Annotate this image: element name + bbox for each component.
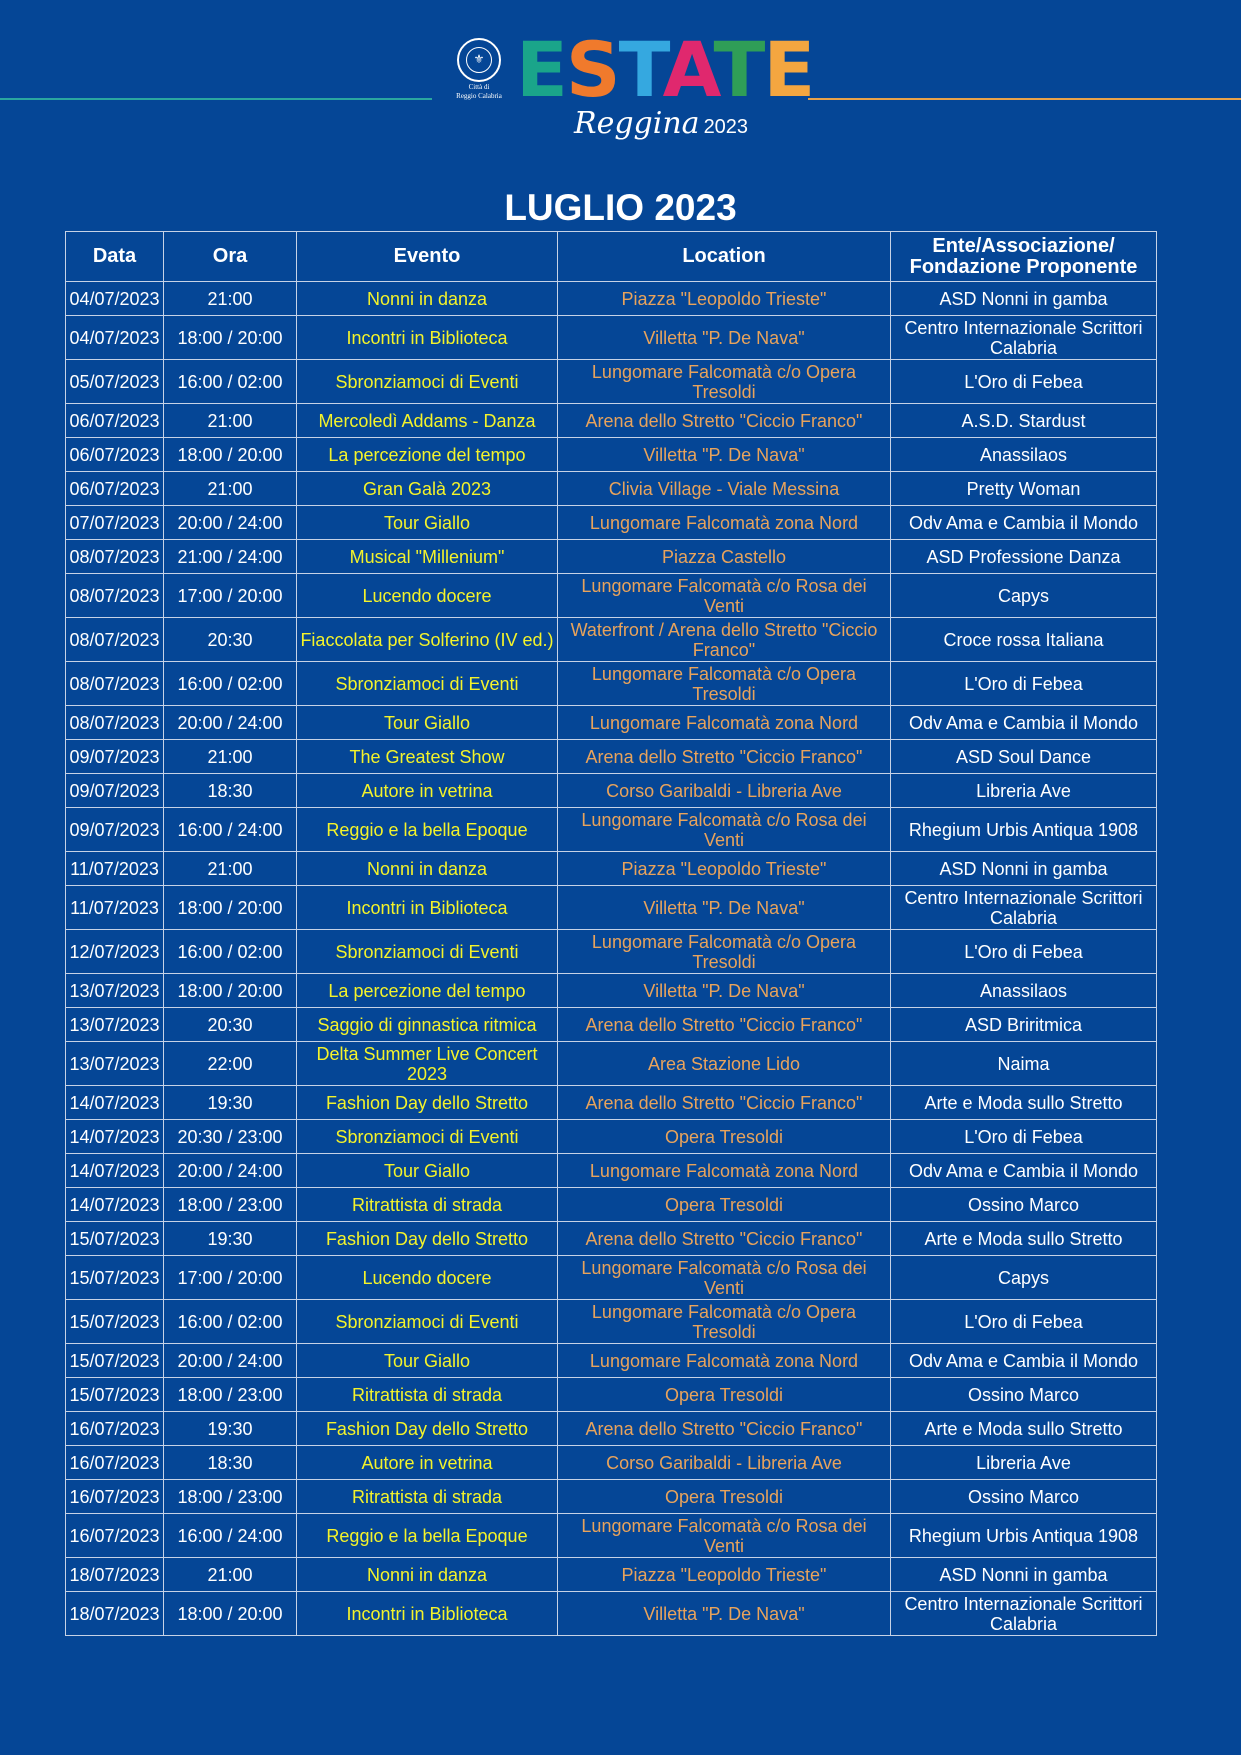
cell-location: Piazza "Leopoldo Trieste" (558, 282, 891, 316)
cell-organizer: Odv Ama e Cambia il Mondo (891, 506, 1157, 540)
table-row (66, 1446, 1157, 1480)
cell-location: Arena dello Stretto "Ciccio Franco" (558, 1086, 891, 1120)
cell-event: Tour Giallo (297, 1154, 558, 1188)
cell-organizer: Libreria Ave (891, 1446, 1157, 1480)
cell-location: Arena dello Stretto "Ciccio Franco" (558, 1412, 891, 1446)
cell-date: 05/07/2023 (66, 360, 164, 404)
cell-date: 06/07/2023 (66, 472, 164, 506)
table-row (66, 1042, 1157, 1086)
table-row (66, 1592, 1157, 1636)
table-row (66, 1120, 1157, 1154)
cell-location: Arena dello Stretto "Ciccio Franco" (558, 1008, 891, 1042)
cell-time: 16:00 / 02:00 (164, 360, 297, 404)
page-title: LUGLIO 2023 (504, 187, 737, 228)
cell-event: Autore in vetrina (297, 774, 558, 808)
cell-organizer: ASD Briritmica (891, 1008, 1157, 1042)
cell-event: Nonni in danza (297, 1558, 558, 1592)
cell-organizer: Capys (891, 574, 1157, 618)
cell-organizer: L'Oro di Febea (891, 360, 1157, 404)
table-row (66, 540, 1157, 574)
cell-date: 08/07/2023 (66, 706, 164, 740)
cell-event: La percezione del tempo (297, 438, 558, 472)
brand-letter: T (618, 25, 663, 114)
cell-date: 12/07/2023 (66, 930, 164, 974)
cell-time: 16:00 / 02:00 (164, 930, 297, 974)
cell-event: Incontri in Biblioteca (297, 886, 558, 930)
crest-icon: ⚜ (457, 38, 501, 82)
cell-time: 20:00 / 24:00 (164, 1154, 297, 1188)
cell-date: 14/07/2023 (66, 1188, 164, 1222)
cell-event: The Greatest Show (297, 740, 558, 774)
brand-letter: T (713, 25, 764, 114)
cell-date: 16/07/2023 (66, 1412, 164, 1446)
cell-organizer: A.S.D. Stardust (891, 404, 1157, 438)
cell-event: Lucendo docere (297, 1256, 558, 1300)
table-row (66, 1378, 1157, 1412)
brand-letter: A (662, 25, 714, 114)
table-row (66, 1412, 1157, 1446)
table-row (66, 1188, 1157, 1222)
cell-organizer: Arte e Moda sullo Stretto (891, 1412, 1157, 1446)
cell-date: 14/07/2023 (66, 1120, 164, 1154)
cell-date: 13/07/2023 (66, 1042, 164, 1086)
table-body (66, 282, 1157, 1636)
cell-time: 21:00 (164, 404, 297, 438)
cell-organizer: Odv Ama e Cambia il Mondo (891, 706, 1157, 740)
cell-date: 04/07/2023 (66, 282, 164, 316)
cell-date: 15/07/2023 (66, 1344, 164, 1378)
cell-date: 11/07/2023 (66, 886, 164, 930)
table-row (66, 574, 1157, 618)
table-row (66, 618, 1157, 662)
cell-date: 14/07/2023 (66, 1086, 164, 1120)
cell-location: Waterfront / Arena dello Stretto "Ciccio Franco" (558, 618, 891, 662)
header-location: Location (558, 232, 891, 282)
cell-date: 09/07/2023 (66, 740, 164, 774)
cell-event: Saggio di ginnastica ritmica (297, 1008, 558, 1042)
cell-time: 20:00 / 24:00 (164, 1344, 297, 1378)
subtitle-script: Reggina (574, 106, 700, 141)
cell-location: Piazza "Leopoldo Trieste" (558, 1558, 891, 1592)
cell-date: 08/07/2023 (66, 540, 164, 574)
cell-event: Ritrattista di strada (297, 1480, 558, 1514)
table-row (66, 282, 1157, 316)
cell-date: 08/07/2023 (66, 662, 164, 706)
cell-date: 18/07/2023 (66, 1558, 164, 1592)
table-row (66, 404, 1157, 438)
cell-organizer: Rhegium Urbis Antiqua 1908 (891, 808, 1157, 852)
cell-time: 21:00 (164, 740, 297, 774)
cell-time: 16:00 / 24:00 (164, 1514, 297, 1558)
cell-event: Delta Summer Live Concert 2023 (297, 1042, 558, 1086)
cell-date: 15/07/2023 (66, 1378, 164, 1412)
cell-event: Incontri in Biblioteca (297, 316, 558, 360)
cell-location: Lungomare Falcomatà c/o Rosa dei Venti (558, 574, 891, 618)
table-row (66, 886, 1157, 930)
cell-time: 21:00 (164, 852, 297, 886)
cell-time: 19:30 (164, 1086, 297, 1120)
cell-time: 21:00 / 24:00 (164, 540, 297, 574)
cell-time: 18:30 (164, 774, 297, 808)
header-organizer: Ente/Associazione/ Fondazione Proponente (891, 232, 1157, 282)
table-row (66, 506, 1157, 540)
cell-event: Mercoledì Addams - Danza (297, 404, 558, 438)
cell-location: Lungomare Falcomatà c/o Opera Tresoldi (558, 930, 891, 974)
cell-date: 18/07/2023 (66, 1592, 164, 1636)
cell-time: 19:30 (164, 1412, 297, 1446)
cell-time: 21:00 (164, 472, 297, 506)
cell-organizer: Arte e Moda sullo Stretto (891, 1086, 1157, 1120)
cell-organizer: Anassilaos (891, 974, 1157, 1008)
cell-organizer: Centro Internazionale Scrittori Calabria (891, 886, 1157, 930)
cell-location: Villetta "P. De Nava" (558, 974, 891, 1008)
cell-date: 08/07/2023 (66, 618, 164, 662)
cell-time: 17:00 / 20:00 (164, 1256, 297, 1300)
cell-time: 20:30 (164, 618, 297, 662)
cell-event: Sbronziamoci di Eventi (297, 662, 558, 706)
cell-location: Opera Tresoldi (558, 1378, 891, 1412)
cell-organizer: Rhegium Urbis Antiqua 1908 (891, 1514, 1157, 1558)
cell-event: Fashion Day dello Stretto (297, 1222, 558, 1256)
cell-date: 13/07/2023 (66, 1008, 164, 1042)
header-event: Evento (297, 232, 558, 282)
cell-location: Lungomare Falcomatà c/o Rosa dei Venti (558, 1256, 891, 1300)
cell-event: Gran Galà 2023 (297, 472, 558, 506)
cell-time: 21:00 (164, 282, 297, 316)
table-row (66, 438, 1157, 472)
cell-organizer: ASD Nonni in gamba (891, 1558, 1157, 1592)
cell-event: Fiaccolata per Solferino (IV ed.) (297, 618, 558, 662)
cell-date: 06/07/2023 (66, 438, 164, 472)
cell-time: 20:00 / 24:00 (164, 706, 297, 740)
brand-letter: S (565, 25, 619, 114)
cell-location: Lungomare Falcomatà zona Nord (558, 506, 891, 540)
cell-date: 04/07/2023 (66, 316, 164, 360)
table-row (66, 774, 1157, 808)
table-row (66, 930, 1157, 974)
header-time: Ora (164, 232, 297, 282)
brand-letter: E (763, 25, 814, 114)
cell-time: 16:00 / 24:00 (164, 808, 297, 852)
cell-event: Sbronziamoci di Eventi (297, 1120, 558, 1154)
cell-organizer: Ossino Marco (891, 1480, 1157, 1514)
cell-location: Opera Tresoldi (558, 1480, 891, 1514)
table-row (66, 808, 1157, 852)
cell-time: 16:00 / 02:00 (164, 1300, 297, 1344)
cell-organizer: ASD Soul Dance (891, 740, 1157, 774)
cell-event: Musical "Millenium" (297, 540, 558, 574)
cell-time: 16:00 / 02:00 (164, 662, 297, 706)
cell-time: 19:30 (164, 1222, 297, 1256)
cell-location: Lungomare Falcomatà zona Nord (558, 706, 891, 740)
cell-organizer: Naima (891, 1042, 1157, 1086)
table-row (66, 1154, 1157, 1188)
seal-line-2: Reggio Calabria (456, 92, 502, 100)
cell-time: 21:00 (164, 1558, 297, 1592)
cell-organizer: Arte e Moda sullo Stretto (891, 1222, 1157, 1256)
cell-organizer: Centro Internazionale Scrittori Calabria (891, 1592, 1157, 1636)
cell-organizer: Ossino Marco (891, 1378, 1157, 1412)
cell-event: La percezione del tempo (297, 974, 558, 1008)
cell-organizer: Croce rossa Italiana (891, 618, 1157, 662)
cell-organizer: L'Oro di Febea (891, 1120, 1157, 1154)
table-row (66, 706, 1157, 740)
cell-date: 08/07/2023 (66, 574, 164, 618)
cell-event: Nonni in danza (297, 282, 558, 316)
events-table (65, 231, 1157, 1636)
cell-event: Sbronziamoci di Eventi (297, 930, 558, 974)
table-row (66, 1300, 1157, 1344)
cell-organizer: L'Oro di Febea (891, 1300, 1157, 1344)
cell-location: Lungomare Falcomatà c/o Rosa dei Venti (558, 808, 891, 852)
cell-organizer: Anassilaos (891, 438, 1157, 472)
table-row (66, 974, 1157, 1008)
cell-time: 18:00 / 20:00 (164, 886, 297, 930)
cell-organizer: L'Oro di Febea (891, 662, 1157, 706)
city-seal-logo (452, 38, 506, 102)
cell-location: Villetta "P. De Nava" (558, 1592, 891, 1636)
cell-organizer: Odv Ama e Cambia il Mondo (891, 1344, 1157, 1378)
table-row (66, 1514, 1157, 1558)
cell-date: 15/07/2023 (66, 1222, 164, 1256)
table-row (66, 740, 1157, 774)
cell-event: Incontri in Biblioteca (297, 1592, 558, 1636)
cell-location: Corso Garibaldi - Libreria Ave (558, 1446, 891, 1480)
cell-date: 09/07/2023 (66, 774, 164, 808)
cell-time: 18:00 / 20:00 (164, 316, 297, 360)
cell-event: Fashion Day dello Stretto (297, 1412, 558, 1446)
cell-time: 18:00 / 23:00 (164, 1378, 297, 1412)
table-row (66, 472, 1157, 506)
cell-organizer: Centro Internazionale Scrittori Calabria (891, 316, 1157, 360)
cell-location: Arena dello Stretto "Ciccio Franco" (558, 740, 891, 774)
cell-event: Autore in vetrina (297, 1446, 558, 1480)
cell-time: 18:00 / 23:00 (164, 1480, 297, 1514)
cell-event: Sbronziamoci di Eventi (297, 1300, 558, 1344)
cell-date: 15/07/2023 (66, 1256, 164, 1300)
subtitle-year: 2023 (703, 116, 749, 138)
cell-event: Fashion Day dello Stretto (297, 1086, 558, 1120)
cell-location: Piazza Castello (558, 540, 891, 574)
cell-event: Nonni in danza (297, 852, 558, 886)
cell-time: 18:00 / 20:00 (164, 438, 297, 472)
table-row (66, 1008, 1157, 1042)
table-row (66, 662, 1157, 706)
cell-event: Tour Giallo (297, 506, 558, 540)
cell-date: 14/07/2023 (66, 1154, 164, 1188)
cell-location: Lungomare Falcomatà c/o Opera Tresoldi (558, 662, 891, 706)
cell-location: Arena dello Stretto "Ciccio Franco" (558, 1222, 891, 1256)
cell-date: 16/07/2023 (66, 1514, 164, 1558)
cell-location: Piazza "Leopoldo Trieste" (558, 852, 891, 886)
cell-location: Opera Tresoldi (558, 1188, 891, 1222)
cell-location: Opera Tresoldi (558, 1120, 891, 1154)
table-row (66, 316, 1157, 360)
cell-organizer: Ossino Marco (891, 1188, 1157, 1222)
cell-date: 06/07/2023 (66, 404, 164, 438)
cell-location: Lungomare Falcomatà c/o Rosa dei Venti (558, 1514, 891, 1558)
table-row (66, 1344, 1157, 1378)
cell-time: 20:00 / 24:00 (164, 506, 297, 540)
cell-event: Lucendo docere (297, 574, 558, 618)
cell-location: Area Stazione Lido (558, 1042, 891, 1086)
cell-organizer: ASD Professione Danza (891, 540, 1157, 574)
table-row (66, 1222, 1157, 1256)
cell-event: Sbronziamoci di Eventi (297, 360, 558, 404)
cell-time: 17:00 / 20:00 (164, 574, 297, 618)
table-header-row (66, 232, 1157, 282)
table-row (66, 852, 1157, 886)
cell-location: Lungomare Falcomatà c/o Opera Tresoldi (558, 360, 891, 404)
cell-date: 09/07/2023 (66, 808, 164, 852)
cell-date: 13/07/2023 (66, 974, 164, 1008)
cell-organizer: Pretty Woman (891, 472, 1157, 506)
cell-organizer: ASD Nonni in gamba (891, 282, 1157, 316)
cell-location: Villetta "P. De Nava" (558, 438, 891, 472)
header-line-left (0, 98, 432, 100)
cell-location: Corso Garibaldi - Libreria Ave (558, 774, 891, 808)
header-date: Data (66, 232, 164, 282)
cell-organizer: Capys (891, 1256, 1157, 1300)
page-header (0, 0, 1241, 160)
cell-location: Lungomare Falcomatà c/o Opera Tresoldi (558, 1300, 891, 1344)
seal-line-1: Città di (468, 83, 490, 91)
estate-logo (516, 25, 814, 114)
table-row (66, 1086, 1157, 1120)
cell-time: 18:30 (164, 1446, 297, 1480)
cell-organizer: Libreria Ave (891, 774, 1157, 808)
cell-time: 18:00 / 20:00 (164, 1592, 297, 1636)
table-row (66, 1558, 1157, 1592)
cell-event: Ritrattista di strada (297, 1378, 558, 1412)
header-line-right (808, 98, 1241, 100)
cell-event: Tour Giallo (297, 1344, 558, 1378)
cell-time: 20:30 / 23:00 (164, 1120, 297, 1154)
cell-date: 07/07/2023 (66, 506, 164, 540)
cell-time: 18:00 / 20:00 (164, 974, 297, 1008)
cell-organizer: Odv Ama e Cambia il Mondo (891, 1154, 1157, 1188)
cell-organizer: L'Oro di Febea (891, 930, 1157, 974)
cell-time: 22:00 (164, 1042, 297, 1086)
cell-event: Reggio e la bella Epoque (297, 1514, 558, 1558)
cell-event: Tour Giallo (297, 706, 558, 740)
cell-location: Clivia Village - Viale Messina (558, 472, 891, 506)
cell-date: 15/07/2023 (66, 1300, 164, 1344)
cell-event: Ritrattista di strada (297, 1188, 558, 1222)
table-row (66, 360, 1157, 404)
table-row (66, 1480, 1157, 1514)
cell-location: Villetta "P. De Nava" (558, 886, 891, 930)
cell-location: Villetta "P. De Nava" (558, 316, 891, 360)
logo-subtitle (574, 106, 748, 141)
cell-date: 16/07/2023 (66, 1446, 164, 1480)
cell-time: 20:30 (164, 1008, 297, 1042)
cell-time: 18:00 / 23:00 (164, 1188, 297, 1222)
cell-date: 11/07/2023 (66, 852, 164, 886)
brand-letter: E (516, 25, 566, 114)
cell-location: Arena dello Stretto "Ciccio Franco" (558, 404, 891, 438)
cell-location: Lungomare Falcomatà zona Nord (558, 1154, 891, 1188)
cell-date: 16/07/2023 (66, 1480, 164, 1514)
cell-event: Reggio e la bella Epoque (297, 808, 558, 852)
table-row (66, 1256, 1157, 1300)
cell-location: Lungomare Falcomatà zona Nord (558, 1344, 891, 1378)
cell-organizer: ASD Nonni in gamba (891, 852, 1157, 886)
